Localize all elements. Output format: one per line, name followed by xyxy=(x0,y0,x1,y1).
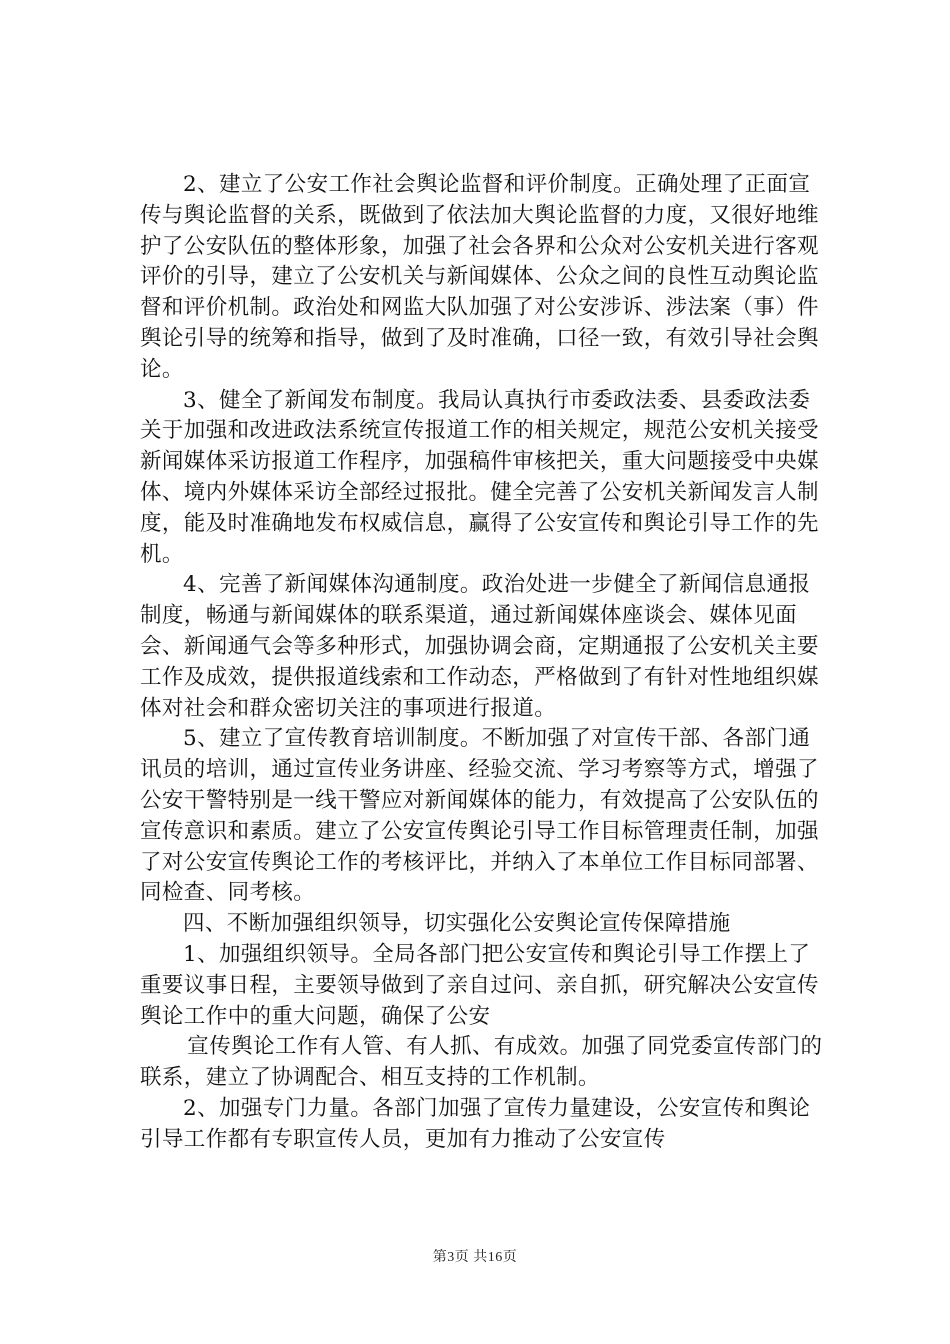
page-number-footer: 第3页 共16页 xyxy=(432,1250,518,1265)
paragraph-1-leadership: 1、加强组织领导。全局各部门把公安宣传和舆论引导工作摆上了重要议事日程，主要领导做到了亲自过问、亲自抓，研究解决公安宣传舆论工作中的重大问题，确保了公安 xyxy=(140,941,819,1029)
paragraph-1-leadership-continued: 宣传舆论工作有人管、有人抓、有成效。加强了同党委宣传部门的联系，建立了协调配合、相互支持的工作机制。 xyxy=(140,1034,823,1091)
section-heading-4: 四、不断加强组织领导，切实强化公安舆论宣传保障措施 xyxy=(183,911,731,937)
paragraph-4-media-communication: 4、完善了新闻媒体沟通制度。政治处进一步健全了新闻信息通报制度，畅通与新闻媒体的联系渠道，通过新闻媒体座谈会、媒体见面会、新闻通气会等多种形式，加强协调会商，定期通报了公安机关主要工作及成效，提供报道线索和工作动态，严格做到了有针对性地组织媒体对社会和群众密切关注的事项进行报道。 xyxy=(140,572,819,721)
paragraph-2-special-force: 2、加强专门力量。各部门加强了宣传力量建设，公安宣传和舆论引导工作都有专职宣传人员，更加有力推动了公安宣传 xyxy=(140,1095,811,1152)
paragraph-2-opinion-supervision: 2、建立了公安工作社会舆论监督和评价制度。正确处理了正面宣传与舆论监督的关系，既做到了依法加大舆论监督的力度，又很好地维护了公安队伍的整体形象，加强了社会各界和公众对公安机关进行客观评价的引导，建立了公安机关与新闻媒体、公众之间的良性互动舆论监督和评价机制。政治处和网监大队加强了对公安涉诉、涉法案（事）件舆论引导的统筹和指导，做到了及时准确，口径一致，有效引导社会舆论。 xyxy=(140,172,819,382)
paragraph-5-training: 5、建立了宣传教育培训制度。不断加强了对宣传干部、各部门通讯员的培训，通过宣传业务讲座、经验交流、学习考察等方式，增强了公安干警特别是一线干警应对新闻媒体的能力，有效提高了公安队伍的宣传意识和素质。建立了公安宣传舆论引导工作目标管理责任制，加强了对公安宣传舆论工作的考核评比，并纳入了本单位工作目标同部署、同检查、同考核。 xyxy=(140,726,819,906)
paragraph-3-news-release: 3、健全了新闻发布制度。我局认真执行市委政法委、县委政法委关于加强和改进政法系统宣传报道工作的相关规定，规范公安机关接受新闻媒体采访报道工作程序，加强稿件审核把关，重大问题接受中央媒体、境内外媒体采访全部经过报批。健全完善了公安机关新闻发言人制度，能及时准确地发布权威信息，赢得了公安宣传和舆论引导工作的先机。 xyxy=(140,387,819,567)
document-body xyxy=(140,170,830,1156)
